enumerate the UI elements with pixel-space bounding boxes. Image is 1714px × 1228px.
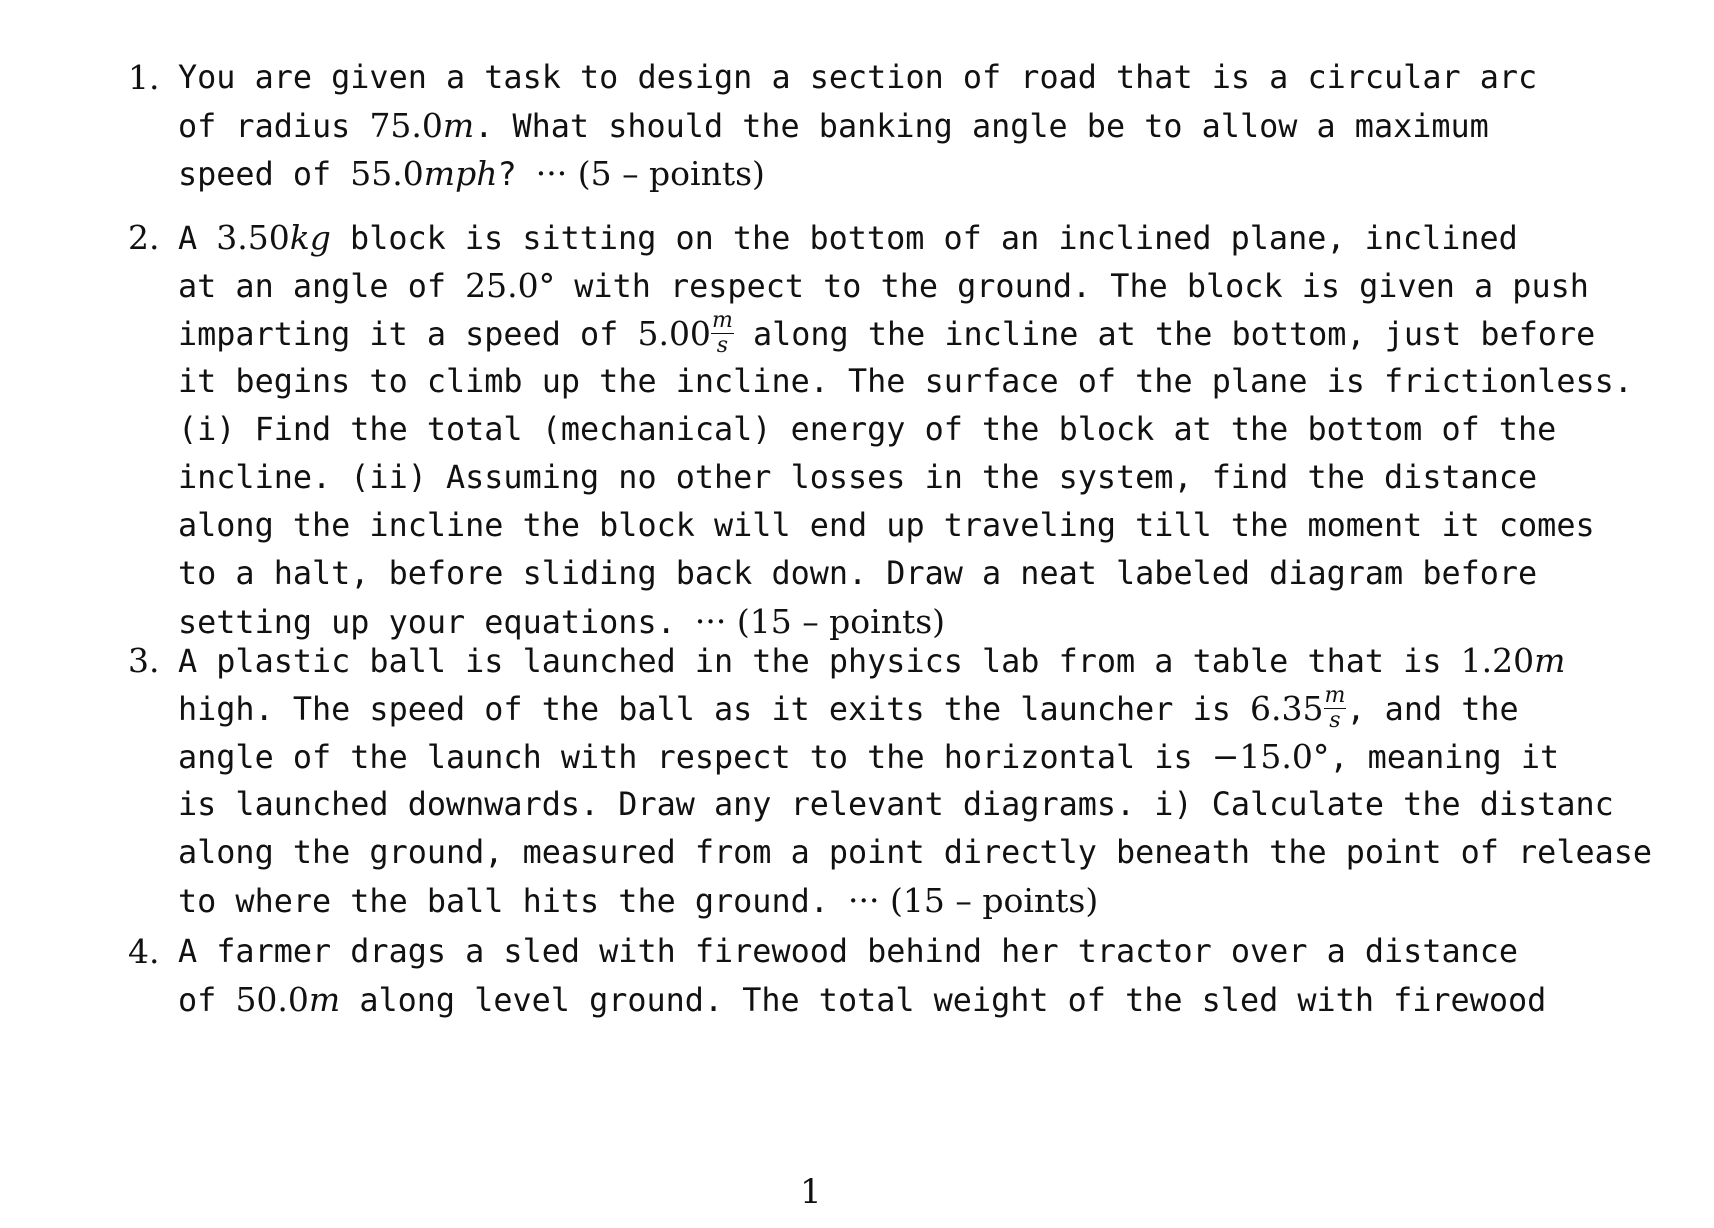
- problem-number: 2.: [128, 218, 160, 257]
- math-unit: m: [308, 980, 341, 1019]
- problem-text: is launched downwards. Draw any relevant diagrams. i) Calculate the distanc: [178, 786, 1614, 823]
- math-value: 55.0: [350, 154, 424, 193]
- problem-text: along the incline the block will end up traveling till the moment it comes: [178, 507, 1595, 544]
- problem-line: [178, 54, 1714, 102]
- problem-text: imparting it a speed of: [178, 316, 638, 353]
- math-unit: m: [1534, 641, 1566, 680]
- math-value: 50.0: [235, 980, 309, 1019]
- problem-text: to a halt, before sliding back down. Draw a neat labeled diagram before: [178, 555, 1538, 592]
- math-value: −15.0°: [1211, 737, 1330, 776]
- unit-fraction: [1324, 682, 1347, 733]
- problem-text: setting up your equations.: [178, 604, 695, 641]
- points-label: ··· (15 – points): [694, 602, 946, 641]
- problem-number: 4.: [128, 932, 160, 971]
- problem-text: along level ground. The total weight of the sled with firewood: [340, 982, 1547, 1019]
- problem-text: to where the ball hits the ground.: [178, 883, 849, 920]
- math-unit: mph: [423, 154, 498, 193]
- problem-text: A: [178, 220, 217, 257]
- problem-text: A plastic ball is launched in the physics lab from a table that is: [178, 643, 1461, 680]
- fraction-denominator: s: [1329, 707, 1341, 733]
- math-value: 75.0: [369, 106, 443, 145]
- fraction-numerator: m: [1324, 682, 1346, 708]
- problem-line: [178, 102, 1714, 150]
- fraction-denominator: s: [716, 332, 729, 358]
- unit-fraction: [711, 307, 734, 358]
- problem-text: angle of the launch with respect to the horizontal is: [178, 739, 1212, 776]
- math-value: 3.50: [216, 218, 290, 257]
- page-number: 1: [800, 1172, 822, 1212]
- fraction-numerator: m: [711, 307, 733, 333]
- problem-text: along the ground, measured from a point directly beneath the point of release: [178, 834, 1653, 871]
- problem-line: [178, 733, 1714, 781]
- problem-line: [178, 406, 1714, 454]
- problem-line: [178, 454, 1714, 502]
- points-label: ··· (15 – points): [848, 881, 1099, 920]
- problem-line: [178, 682, 1714, 733]
- problem-text: , meaning it: [1329, 739, 1560, 776]
- problem-3: [128, 637, 1714, 925]
- problem-2: [128, 214, 1714, 646]
- problem-text: (i) Find the total (mechanical) energy of the block at the bottom of the: [178, 411, 1557, 448]
- problem-line: [178, 976, 1714, 1024]
- problem-line: [178, 307, 1714, 358]
- problem-line: [178, 150, 1714, 198]
- problem-text: of radius: [178, 108, 370, 145]
- problem-line: [178, 358, 1714, 406]
- points-label: ··· (5 – points): [535, 154, 765, 193]
- problem-text: it begins to climb up the incline. The surface of the plane is frictionless.: [178, 363, 1633, 400]
- problem-text: along the incline at the bottom, just before: [733, 316, 1596, 353]
- problem-text: speed of: [178, 156, 351, 193]
- problem-text: at an angle of: [178, 268, 466, 305]
- problem-text: , and the: [1346, 691, 1519, 728]
- math-unit: kg: [289, 218, 331, 257]
- math-value: 6.35: [1250, 689, 1324, 728]
- math-value: 5.00: [637, 314, 711, 353]
- problem-line: [178, 829, 1714, 877]
- problem-text: block is sitting on the bottom of an inclined plane, inclined: [330, 220, 1518, 257]
- math-value: 1.20: [1460, 641, 1535, 680]
- problem-text: ?: [497, 156, 536, 193]
- problem-text: incline. (ii) Assuming no other losses in the system, find the distance: [178, 459, 1538, 496]
- problem-text: A farmer drags a sled with firewood behind her tractor over a distance: [178, 933, 1519, 970]
- problem-line: [178, 637, 1714, 685]
- problem-text: . What should the banking angle be to allow a maximum: [474, 108, 1489, 145]
- problem-line: [178, 550, 1714, 598]
- problem-text: of: [178, 982, 236, 1019]
- problem-line: [178, 262, 1714, 310]
- problem-line: [178, 502, 1714, 550]
- problem-number: 1.: [128, 58, 160, 97]
- problem-text: with respect to the ground. The block is given a push: [555, 268, 1589, 305]
- problem-text: high. The speed of the ball as it exits the launcher is: [178, 691, 1251, 728]
- problem-line: [178, 928, 1714, 976]
- problem-4: [128, 928, 1714, 1024]
- problem-number: 3.: [128, 641, 160, 680]
- problem-text: You are given a task to design a section of road that is a circular arc: [178, 59, 1538, 96]
- problem-1: [128, 54, 1714, 198]
- math-unit: m: [442, 106, 475, 145]
- problem-line: [178, 214, 1714, 262]
- math-value: 25.0°: [465, 266, 556, 305]
- problem-line: [178, 877, 1714, 925]
- problem-line: [178, 781, 1714, 829]
